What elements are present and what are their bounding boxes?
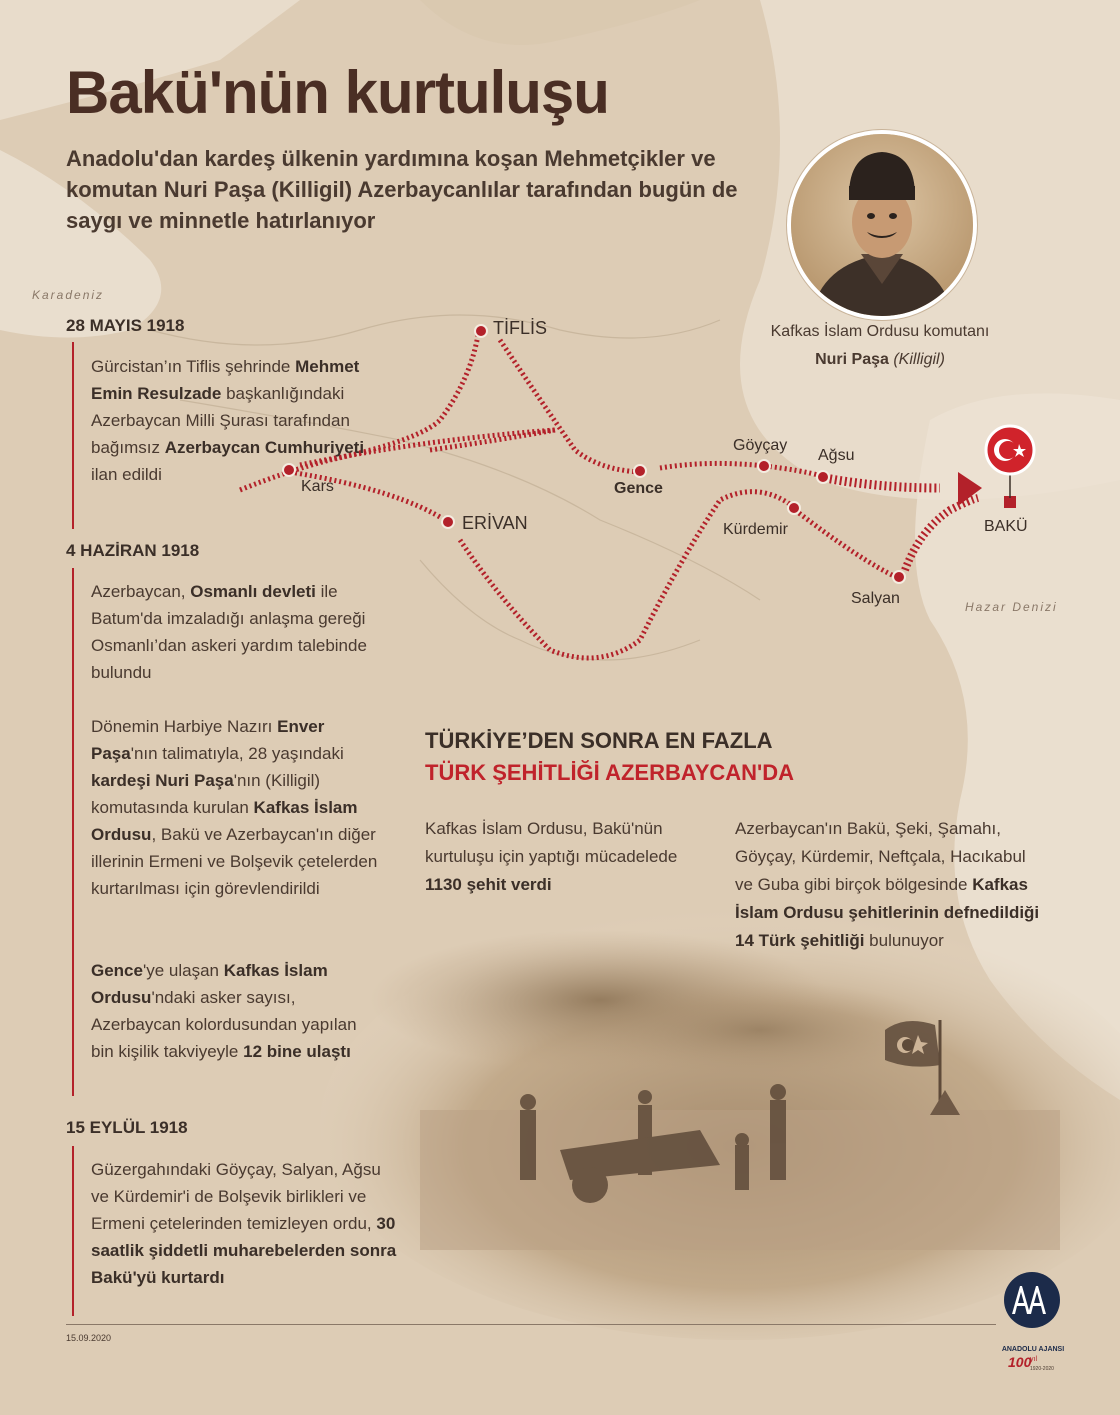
- bold-run: Mehmet Emin Resulzade: [91, 357, 360, 403]
- bold-run: 30 saatlik şiddetli muharebelerden sonra Bakü'yü kurtardı: [91, 1214, 397, 1287]
- portrait-icon: [791, 134, 973, 316]
- portrait-nuri-pasa: [787, 130, 977, 320]
- city-label-kurdemir: Kürdemir: [723, 521, 788, 538]
- portrait-caption-line: Kafkas İslam Ordusu komutanı: [770, 323, 990, 340]
- timeline-line: [72, 568, 74, 1096]
- logo-yil: yıl: [1030, 1356, 1037, 1363]
- logo-name: ANADOLU AJANSI: [1001, 1346, 1065, 1353]
- bold-run: 1130 şehit verdi: [425, 875, 552, 894]
- timeline-line: [72, 342, 74, 529]
- city-dot-icon: [893, 571, 905, 583]
- bold-run: Enver Paşa: [91, 717, 325, 763]
- city-label-baku: BAKÜ: [984, 518, 1028, 535]
- timeline-text: Güzergahındaki Göyçay, Salyan, Ağsu ve Kürdemir'i de Bolşevik birlikleri ve Ermeni çetelerinden temizleyen ordu, 30 saatlik şiddetli muharebelerden sonra Bakü'yü kurtardı: [91, 1160, 397, 1287]
- city-dot-icon: [788, 502, 800, 514]
- sea-label-caspian: Hazar Denizi: [965, 600, 1058, 614]
- timeline-line: [72, 1146, 74, 1316]
- footer-date: 15.09.2020: [66, 1333, 112, 1343]
- city-label-goycay: Göyçay: [733, 437, 788, 454]
- timeline-text: Dönemin Harbiye Nazırı Enver Paşa'nın talimatıyla, 28 yaşındaki kardeşi Nuri Paşa'nın (Killigil) komutasında kurulan Kafkas İslam Ordusu, Bakü ve Azerbaycan'ın diğer illerinin Ermeni ve Bolşevik çetelerden kurtarılması için görevlendirildi: [91, 717, 378, 898]
- timeline-text: Azerbaycan, Osmanlı devleti ile Batum'da imzaladığı anlaşma gereği Osmanlı’dan askeri yardım talebinde bulundu: [91, 582, 367, 682]
- bold-run: Azerbaycan Cumhuriyeti: [164, 438, 365, 457]
- logo-100: 100: [1008, 1354, 1032, 1370]
- bold-run: Gence: [91, 961, 143, 980]
- city-label-gence: Gence: [614, 480, 663, 497]
- bold-run: Kafkas İslam Ordusu: [91, 798, 358, 844]
- section-text-right: Azerbaycan'ın Bakü, Şeki, Şamahı, Göyçay, Kürdemir, Neftçala, Hacıkabul ve Guba gibi birçok bölgesinde Kafkas İslam Ordusu şehitlerinin defnedildiği 14 Türk şehitliği bulunuyor: [735, 819, 1040, 950]
- city-dot-icon: [758, 460, 770, 472]
- timeline-date: 15 EYLÜL 1918: [66, 1118, 188, 1137]
- page-title: Bakü'nün kurtuluşu: [66, 59, 609, 126]
- portrait-caption: [745, 318, 1015, 374]
- section-heading: TÜRKİYE’DEN SONRA EN FAZLA: [425, 728, 773, 753]
- city-dot-icon: [475, 325, 487, 337]
- section-text-left: Kafkas İslam Ordusu, Bakü'nün kurtuluşu için yaptığı mücadelede 1130 şehit verdi: [425, 819, 678, 894]
- city-dot-icon: [817, 471, 829, 483]
- timeline-text: Gürcistan’ın Tiflis şehrinde Mehmet Emin Resulzade başkanlığındaki Azerbaycan Milli Şurası tarafından bağımsız Azerbaycan Cumhuriyeti ilan edildi: [91, 357, 365, 484]
- bold-run: Osmanlı devleti: [190, 582, 316, 601]
- city-dot-icon: [442, 516, 454, 528]
- timeline-date: 28 MAYIS 1918: [66, 316, 185, 335]
- city-label-salyan: Salyan: [851, 590, 900, 607]
- logo-years: 1920-2020: [1030, 1366, 1054, 1372]
- city-label-erivan: ERİVAN: [462, 513, 528, 533]
- footer-divider: [66, 1324, 996, 1325]
- section-heading-highlight: TÜRK ŞEHİTLİĞİ AZERBAYCAN'DA: [425, 760, 795, 785]
- bold-run: 12 bine ulaştı: [243, 1042, 351, 1061]
- city-dot-icon: [634, 465, 646, 477]
- sea-label-black-sea: Karadeniz: [32, 288, 105, 302]
- portrait-alias: (Killigil): [893, 351, 945, 368]
- bold-run: kardeşi Nuri Paşa: [91, 771, 234, 790]
- portrait-caption-name-line: [745, 346, 1015, 374]
- bold-run: Kafkas İslam Ordusu şehitlerinin defnedildiği 14 Türk şehitliği: [735, 875, 1040, 950]
- portrait-name: Nuri Paşa: [815, 351, 889, 368]
- city-label-kars: Kars: [301, 478, 334, 495]
- subtitle: Anadolu'dan kardeş ülkenin yardımına koşan Mehmetçikler ve komutan Nuri Paşa (Killigil) Azerbaycanlılar tarafından bugün de saygı ve minnetle hatırlanıyor: [66, 146, 738, 233]
- timeline-text: Gence'ye ulaşan Kafkas İslam Ordusu'ndaki asker sayısı, Azerbaycan kolordusundan yapılan bin kişilik takviyeyle 12 bine ulaştı: [91, 961, 357, 1061]
- city-label-tiflis: TİFLİS: [493, 318, 548, 338]
- bold-run: Kafkas İslam Ordusu: [91, 961, 328, 1007]
- timeline-date: 4 HAZİRAN 1918: [66, 541, 200, 560]
- city-label-agsu: Ağsu: [818, 447, 855, 464]
